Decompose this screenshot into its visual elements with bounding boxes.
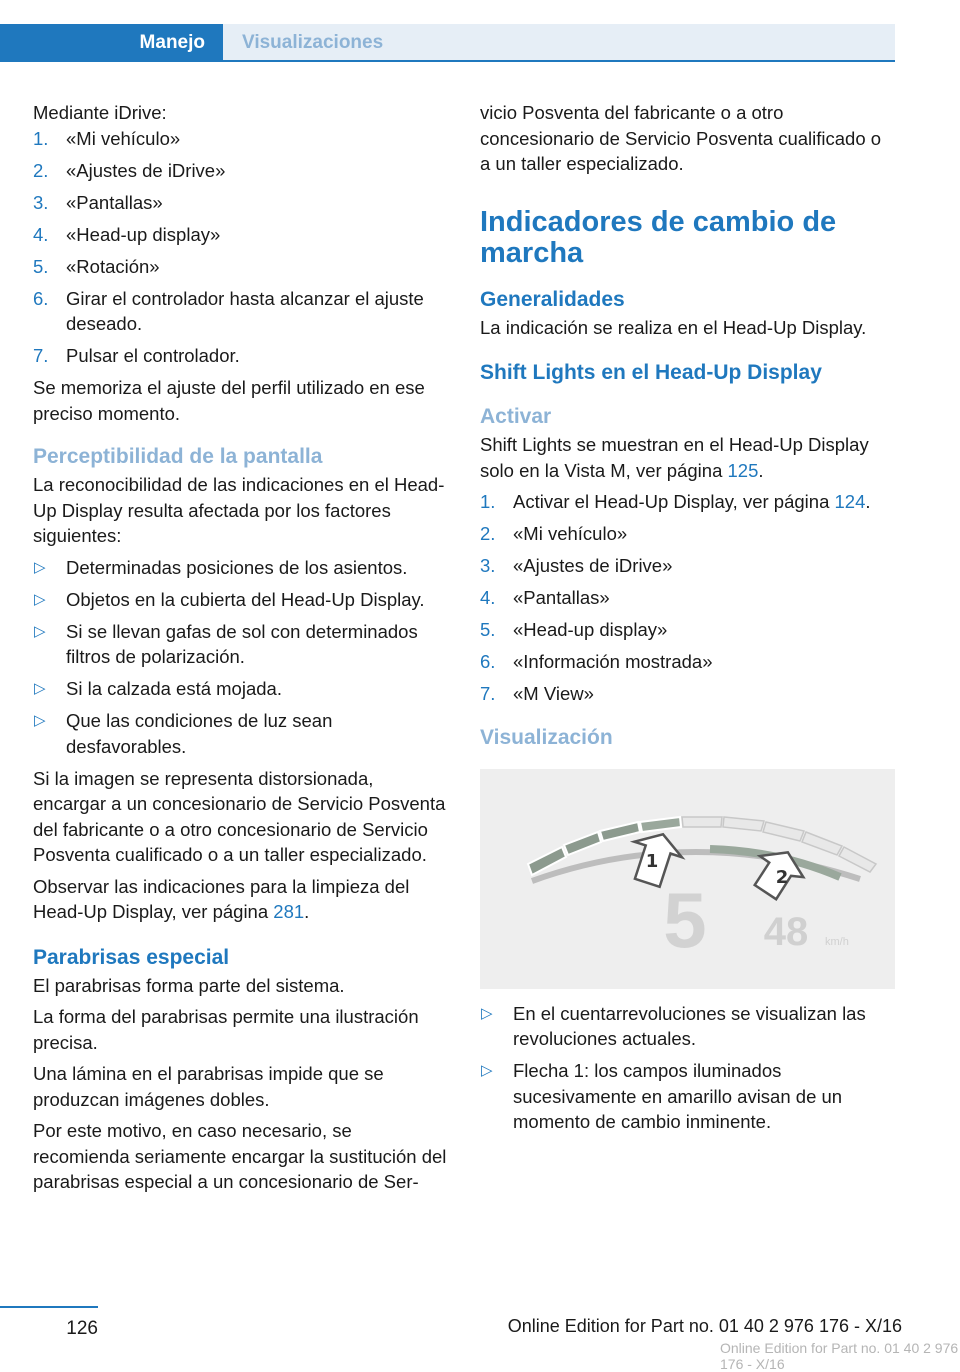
list-item: ▷ Que las condiciones de luz sean desfavorables.	[34, 710, 333, 757]
page-header	[0, 0, 960, 64]
step-number: 6.	[480, 651, 496, 672]
step-number: 1.	[480, 491, 496, 512]
speed-unit: km/h	[825, 935, 849, 948]
section-tab-visualizaciones: Visualizaciones	[242, 32, 384, 53]
step-number: 3.	[33, 191, 49, 213]
list-item: 5. «Head-up display»	[480, 617, 895, 643]
svg-text:1: 1	[645, 850, 659, 872]
rev-arc	[528, 817, 876, 881]
footer-rule	[0, 1306, 98, 1308]
heading-generalidades: Generalidades	[480, 287, 625, 311]
shift-lights-graphic	[480, 769, 895, 989]
memo-text: Se memoriza el ajuste del perfil utilizado en ese preciso momento.	[33, 377, 425, 424]
list-item: ▷ Si se llevan gafas de sol con determinados filtros de polarización.	[34, 620, 418, 667]
step-number: 4.	[33, 223, 49, 245]
continued-text: vicio Posventa del fabricante o a otro concesionario de Servicio Posventa cualificado o a un taller especializado.	[480, 102, 882, 174]
percept-bullets	[33, 555, 448, 760]
list-item	[33, 126, 448, 152]
step-number: 4.	[480, 587, 496, 608]
step-number: 2.	[480, 523, 496, 544]
shift-lights-illustration	[480, 769, 895, 989]
step-number: 5.	[33, 255, 49, 277]
triangle-bullet-icon: ▷	[34, 558, 46, 576]
step-text: «Head-up display»	[66, 223, 221, 245]
step-number: 1.	[33, 127, 49, 149]
list-item	[33, 158, 448, 184]
activate-steps	[480, 489, 895, 707]
step-number: 7.	[480, 683, 496, 704]
heading-visualizacion: Visualización	[480, 725, 613, 749]
list-item: ▷ Determinadas posiciones de los asientos.	[33, 555, 448, 581]
page-number: 126	[66, 1318, 98, 1339]
list-item	[33, 190, 448, 216]
triangle-bullet-icon: ▷	[34, 622, 46, 640]
para-text: La forma del parabrisas permite una ilustración precisa.	[33, 1006, 419, 1053]
page-link-125[interactable]: 125	[727, 459, 759, 481]
step-number: 6.	[33, 287, 49, 309]
watermark-text: Online Edition for Part no. 01 40 2 976 176 - X/16	[720, 1340, 959, 1372]
triangle-bullet-icon: ▷	[34, 680, 46, 697]
speed-readout: 48	[763, 909, 809, 954]
list-item: ▷ Flecha 1: los campos iluminados sucesivamente en amarillo avisan de un momento de cambio inminente.	[481, 1060, 843, 1132]
step-number: 2.	[33, 159, 49, 181]
list-item: ▷ Objetos en la cubierta del Head-Up Display.	[33, 587, 448, 613]
step-text: «Ajustes de iDrive»	[66, 159, 226, 181]
general-text: La indicación se realiza en el Head-Up Display.	[480, 316, 867, 338]
intro-text: Mediante iDrive:	[33, 102, 167, 123]
list-item	[33, 286, 448, 337]
gear-indicator: 5	[663, 875, 707, 964]
para-text: Por este motivo, en caso necesario, se recomienda seriamente encargar la sustitución del parabrisas especial a un concesionario de Ser-	[33, 1120, 447, 1192]
section-tab-manejo: Manejo	[0, 24, 223, 62]
step-number: 7.	[33, 345, 49, 366]
list-item: ▷ En el cuentarrevoluciones se visualizan las revoluciones actuales.	[481, 1002, 866, 1049]
list-item: 4. «Pantallas»	[480, 585, 895, 611]
step-text: Pulsar el controlador.	[66, 345, 240, 366]
edition-text: Online Edition for Part no. 01 40 2 976 176 - X/16	[507, 1316, 902, 1336]
distort-text: Si la imagen se representa distorsionada, encargar a un concesionario de Servicio Posventa del fabricante o a otro concesionario de Servicio Posventa cualificado o a un taller especializado.	[33, 767, 446, 865]
step-text: «Mi vehículo»	[66, 127, 181, 149]
step-text: «Rotación»	[66, 255, 160, 277]
idrive-steps	[33, 126, 448, 369]
list-item: ▷ Si la calzada está mojada.	[33, 676, 448, 702]
triangle-bullet-icon: ▷	[481, 1062, 493, 1079]
heading-shift-lights: Shift Lights en el Head-Up Display	[480, 361, 822, 384]
clean-text: Observar las indicaciones para la limpieza del Head-Up Display, ver página 281.	[33, 875, 410, 922]
list-item: 7. «M View»	[480, 681, 895, 707]
list-item	[33, 343, 448, 369]
list-item: 3. «Ajustes de iDrive»	[480, 553, 895, 579]
percept-intro: La reconocibilidad de las indicaciones en el Head-Up Display resulta afectada por los factores siguientes:	[33, 474, 445, 546]
heading-indicadores: Indicadores de cambio de marcha	[480, 205, 837, 269]
step-number: 5.	[480, 619, 496, 640]
list-item: 6. «Información mostrada»	[480, 649, 895, 675]
page-link-281[interactable]: 281	[273, 901, 305, 922]
list-item: 2. «Mi vehículo»	[480, 521, 895, 547]
list-item	[33, 222, 448, 248]
list-item: 1. Activar el Head-Up Display, ver página 124.	[480, 489, 895, 515]
step-number: 3.	[480, 555, 496, 576]
heading-perceptibilidad: Perceptibilidad de la pantalla	[33, 445, 323, 468]
para-text: Una lámina en el parabrisas impide que se produzcan imágenes dobles.	[33, 1063, 384, 1110]
list-item	[33, 254, 448, 280]
para-text: El parabrisas forma parte del sistema.	[33, 974, 345, 996]
left-column	[33, 100, 448, 1201]
step-text: Girar el controlador hasta alcanzar el ajuste deseado.	[66, 287, 424, 334]
step-text: «Pantallas»	[66, 191, 163, 213]
triangle-bullet-icon: ▷	[34, 590, 46, 608]
heading-parabrisas: Parabrisas especial	[33, 945, 230, 969]
triangle-bullet-icon: ▷	[34, 712, 46, 729]
page-link-124[interactable]: 124	[834, 491, 866, 512]
right-column	[480, 100, 895, 1141]
activar-text: Shift Lights se muestran en el Head-Up Display solo en la Vista M, ver página 125.	[480, 434, 869, 481]
visual-bullets	[480, 1001, 895, 1135]
svg-text:2: 2	[775, 866, 789, 888]
triangle-bullet-icon: ▷	[481, 1004, 493, 1022]
heading-activar: Activar	[480, 405, 552, 428]
